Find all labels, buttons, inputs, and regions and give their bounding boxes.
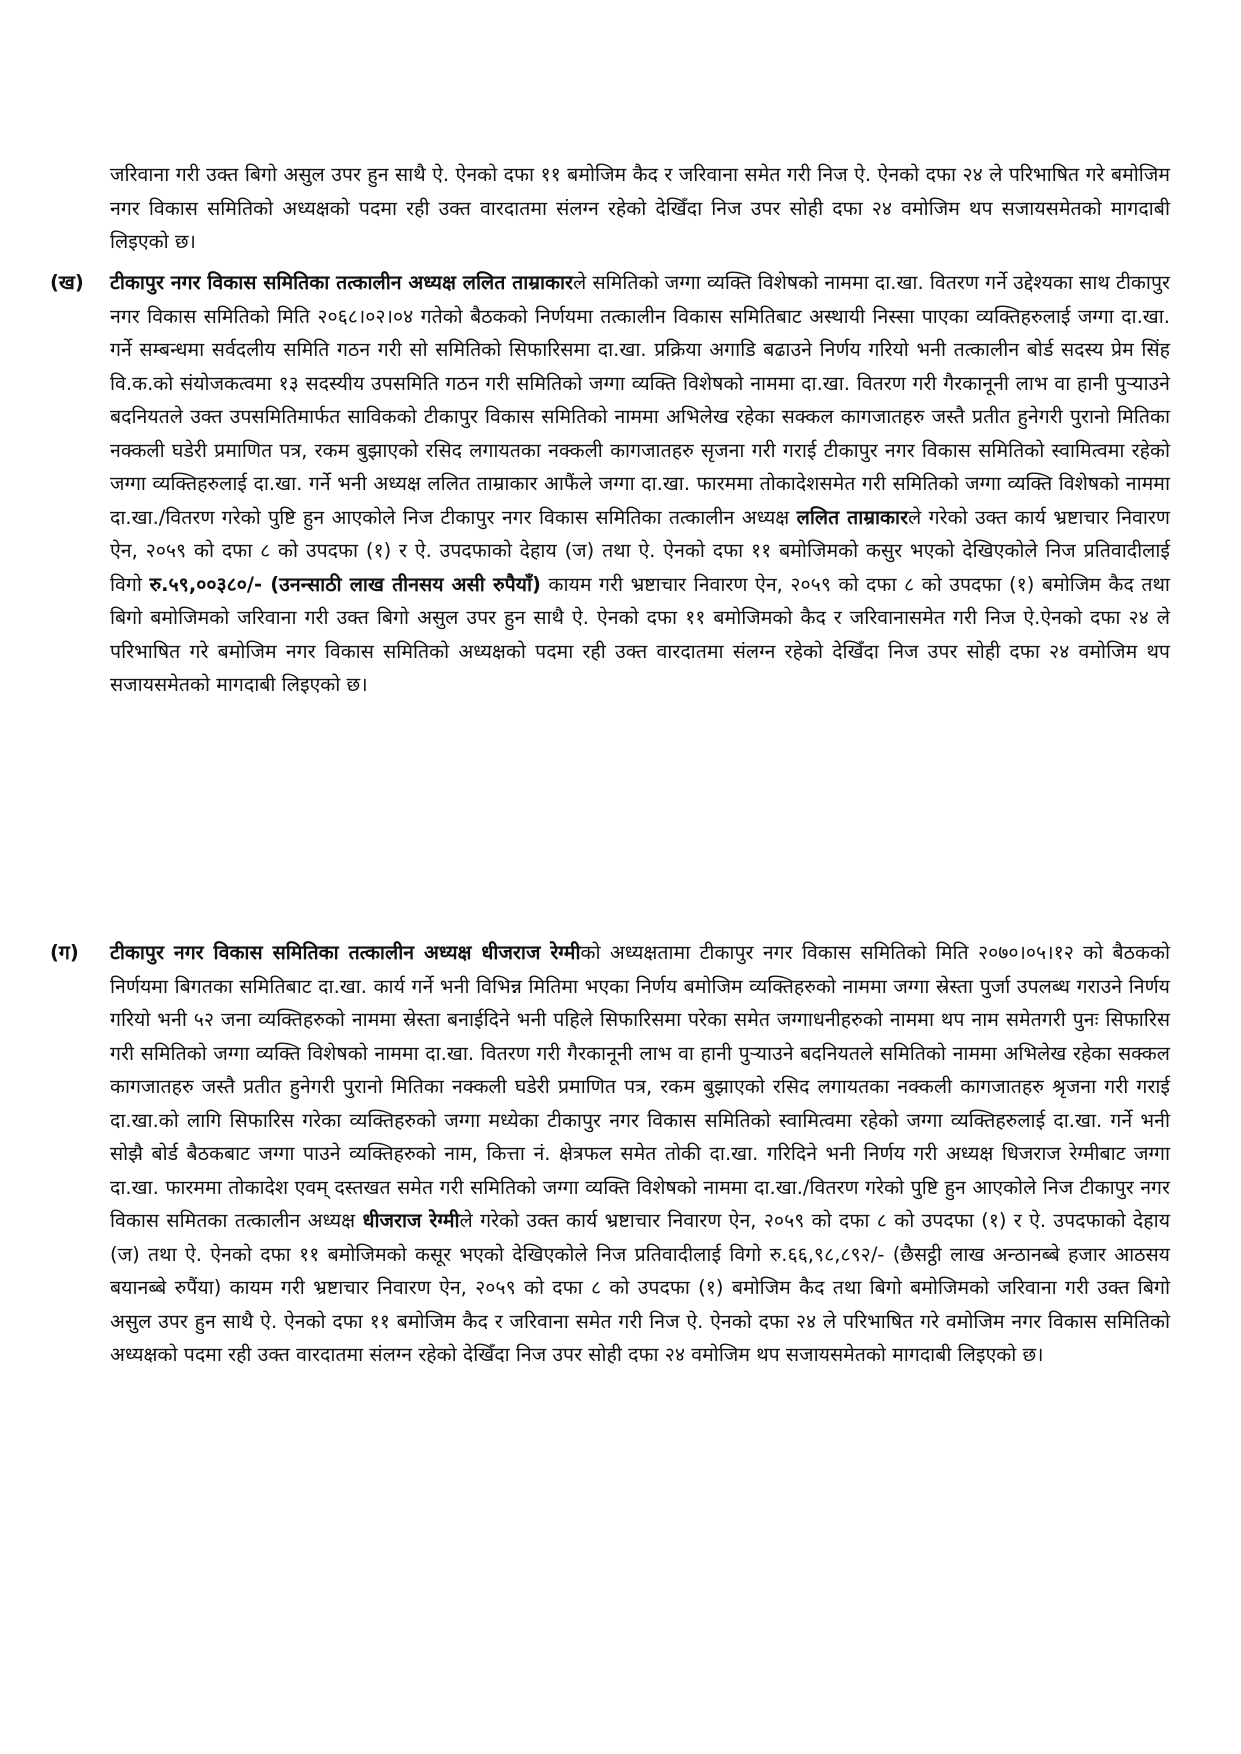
- paragraph-text: कायम गरी भ्रष्टाचार निवारण ऐन, २०५९ को दफा ८ को उपदफा (१) बमोजिम कैद तथा बिगो बमोजिमको जरिवाना गरी उक्त बिगो असुल उपर हुन साथै ऐ. ऐनको दफा ११ बमोजिमको कैद र जरिवानासमेत गरी निज ऐ.ऐनको दफा २४ ले परिभाषित गरे बमोजिम नगर विकास समितिको अध्यक्षको पदमा रही उक्त वारदातमा संलग्न रहेको देखिँदा निज उपर सोही दफा २४ वमोजिम थप सजायसमेतको मागदाबी लिइएको छ।: [110, 572, 1170, 696]
- paragraph-text: ले समितिको जग्गा व्यक्ति विशेषको नाममा दा.खा. वितरण गर्ने उद्देश्यका साथ टीकापुर नगर विकास समितिको मिति २०६८।०२।०४ गतेको बैठकको निर्णयमा तत्कालीन विकास समितिबाट अस्थायी निस्सा पाएका व्यक्तिहरुलाई जग्गा दा.खा. गर्ने सम्बन्धमा सर्वदलीय समिति गठन गरी सो समितिको सिफारिसमा दा.खा. प्रक्रिया अगाडि बढाउने निर्णय गरियो भनी तत्कालीन बोर्ड सदस्य प्रेम सिंह वि.क.को संयोजकत्वमा १३ सदस्यीय उपसमिति गठन गरी समितिको जग्गा व्यक्ति विशेषको नाममा दा.खा. वितरण गरी गैरकानूनी लाभ वा हानी पुर्‍याउने बदनियतले उक्त उपसमितिमार्फत साविकको टीकापुर विकास समितिको नाममा अभिलेख रहेका सक्कल कागजातहरु जस्तै प्रतीत हुनेगरी पुरानो मितिका नक्कली घडेरी प्रमाणित पत्र, रकम बुझाएको रसिद लगायतका नक्कली कागजातहरु सृजना गरी गराई टीकापुर नगर विकास समितिको स्वामित्वमा रहेको जग्गा व्यक्तिहरुलाई दा.खा. गर्ने भनी अध्यक्ष ललित ताम्राकार आफैंले जग्गा दा.खा. फारममा तोकादेशसमेत गरी समितिको जग्गा व्यक्ति विशेषको नाममा दा.खा./वितरण गरेको पुष्टि हुन आएकोले निज टीकापुर नगर विकास समितिका तत्कालीन अध्यक्ष: [110, 271, 1170, 529]
- paragraph-text: ले गरेको उक्त कार्य भ्रष्टाचार निवारण ऐन, २०५९ को दफा ८ को उपदफा (१) र ऐ. उपदफाको देहाय (ज) तथा ऐ. ऐनको दफा ११ बमोजिमको कसूर भएको देखिएकोले निज प्रतिवादीलाई विगो रु.६६,९८,८९२/- (छैसट्ठी लाख अन्ठानब्बे हजार आठसय बयानब्बे रुपैंया) कायम गरी भ्रष्टाचार निवारण ऐन, २०५९ को दफा ८ को उपदफा (१) बमोजिम कैद तथा बिगो बमोजिमको जरिवाना गरी उक्त बिगो असुल उपर हुन साथै ऐ. ऐनको दफा ११ बमोजिम कैद र जरिवाना समेत गरी निज ऐ. ऐनको दफा २४ ले परिभाषित गरे वमोजिम नगर विकास समितिको अध्यक्षको पदमा रही उक्त वारदातमा संलग्न रहेको देखिँदा निज उपर सोही दफा २४ वमोजिम थप सजायसमेतको मागदाबी लिइएको छ।: [110, 1209, 1171, 1366]
- accused-name: धीजराज रेग्मी: [362, 1209, 460, 1232]
- item-marker-kha: (ख): [50, 271, 84, 294]
- paragraph-text: ले गरेको उक्त कार्य भ्रष्टाचार निवारण ऐन, २०५९ को दफा ८ को उपदफा (१) र ऐ. उपदफाको देहाय (ज) तथा ऐ. ऐनको दफा ११ बमोजिमको कसुर भएको देखिएकोले निज प्रतिवादीलाई विगो: [110, 505, 1170, 596]
- paragraph-kha: [50, 266, 1170, 702]
- paragraph-ga: [50, 936, 1171, 1372]
- paragraph-continuation: [110, 158, 1170, 259]
- paragraph-text: को अध्यक्षतामा टीकापुर नगर विकास समितिको मिति २०७०।०५।१२ को बैठकको निर्णयमा बिगतका समितिबाट दा.खा. कार्य गर्ने भनी विभिन्न मितिमा भएका निर्णय बमोजिम व्यक्तिहरुको नाममा जग्गा स्रेस्ता पुर्जा उपलब्ध गराउने निर्णय गरियो भनी ५२ जना व्यक्तिहरुको नाममा स्रेस्ता बनाईदिने भनी पहिले सिफारिसमा परेका समेत जग्गाधनीहरुको नाममा थप नाम समेतगरी पुनः सिफारिस गरी समितिको जग्गा व्यक्ति विशेषको नाममा दा.खा. वितरण गरी गैरकानूनी लाभ वा हानी पुर्‍याउने बदनियतले समितिको नाममा अभिलेख रहेका सक्कल कागजातहरु जस्तै प्रतीत हुनेगरी पुरानो मितिका नक्कली घडेरी प्रमाणित पत्र, रकम बुझाएको रसिद लगायतका नक्कली कागजातहरु श्रृजना गरी गराई दा.खा.को लागि सिफारिस गरेका व्यक्तिहरुको जग्गा मध्येका टीकापुर नगर विकास समितिको स्वामित्वमा रहेको जग्गा व्यक्तिहरुलाई दा.खा. गर्ने भनी सोझै बोर्ड बैठकबाट जग्गा पाउने व्यक्तिहरुको नाम, कित्ता नं. क्षेत्रफल समेत तोकी दा.खा. गरिदिने भनी निर्णय गरी अध्यक्ष धिजराज रेग्मीबाट जग्गा दा.खा. फारममा तोकादेश एवम् दस्तखत समेत गरी समितिको जग्गा व्यक्ति विशेषको नाममा दा.खा./वितरण गरेको पुष्टि हुन आएकोले निज टीकापुर नगर विकास समितका तत्कालीन अध्यक्ष: [110, 941, 1171, 1232]
- accused-name: ललित ताम्राकार: [796, 505, 909, 529]
- item-marker-ga: (ग): [50, 941, 79, 964]
- subject-heading: टीकापुर नगर विकास समितिका तत्कालीन अध्यक्ष धीजराज रेग्मी: [110, 941, 581, 964]
- subject-heading: टीकापुर नगर विकास समितिका तत्कालीन अध्यक्ष ललित ताम्राकार: [110, 271, 574, 294]
- paragraph-text: जरिवाना गरी उक्त बिगो असुल उपर हुन साथै ऐ. ऐनको दफा ११ बमोजिम कैद र जरिवाना समेत गरी निज ऐ. ऐनको दफा २४ ले परिभाषित गरे बमोजिम नगर विकास समितिको अध्यक्षको पदमा रही उक्त वारदातमा संलग्न रहेको देखिँदा निज उपर सोही दफा २४ वमोजिम थप सजायसमेतको मागदाबी लिइएको छ।: [110, 163, 1170, 253]
- claim-amount: रु.५९,००३८०/- (उनन्साठी लाख तीनसय असी रुपैयाँ): [149, 572, 541, 596]
